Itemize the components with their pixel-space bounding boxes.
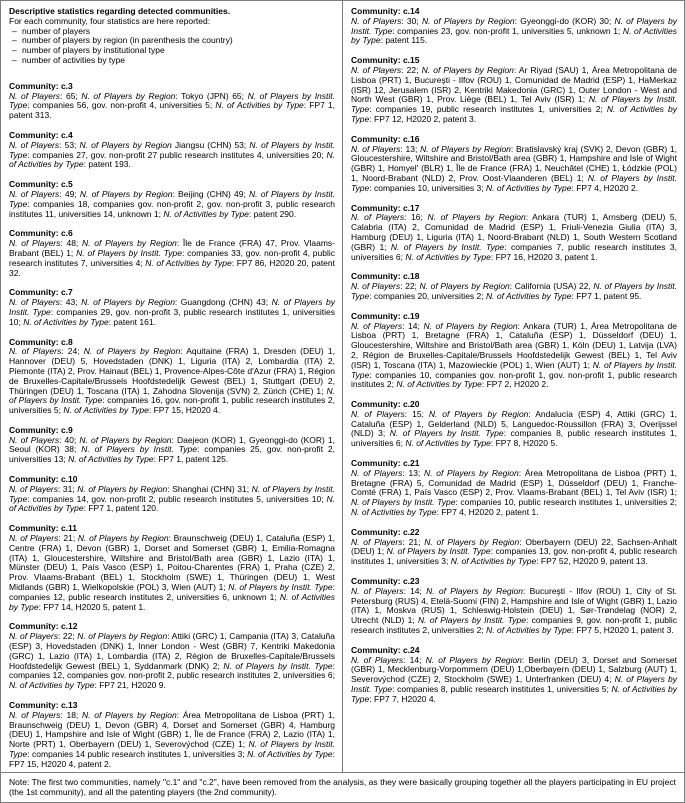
community-block — [9, 229, 335, 278]
stat-value: : companies 10, public research institutes 1, universities 2; — [455, 497, 677, 508]
community-body — [351, 322, 677, 391]
dash-icon: – — [12, 35, 17, 46]
community-heading: Community: c.22 — [351, 526, 420, 537]
communities-right — [351, 7, 677, 705]
stat-label: N. of Activities by Type — [145, 257, 232, 268]
stat-value: : companies 9, gov. non-profit 1, public research institutes 2, universities 2; — [351, 615, 677, 636]
stat-value: Jiangsu (CHN) 53; — [171, 139, 250, 150]
stat-label: N. of Players by Region — [79, 188, 173, 199]
stat-label: N. of Activities by Type — [485, 290, 572, 301]
stat-value: : companies 23, gov. non-profit 1, universities 5, unknown 1; — [392, 25, 623, 36]
stat-value: : FP7 1, patent 313. — [9, 100, 336, 121]
stat-label: N. of Players — [351, 536, 403, 547]
stat-label: N. of Players — [9, 139, 60, 150]
stat-label: N. of Players — [9, 90, 61, 101]
stat-label: N. of Players — [9, 297, 60, 308]
stat-value: : 53; — [59, 139, 80, 150]
stat-value: : companies 8, public research institutes 1, universities 6; — [351, 428, 678, 449]
stat-label: N. of Players by Region — [426, 585, 523, 596]
stat-value: : patent 290. — [248, 208, 297, 219]
right-column — [343, 1, 684, 772]
stat-value: : FP7 15, H2020 4, patent 2. — [9, 749, 335, 769]
stat-value: : companies 27, gov. non-profit 27 public research institutes 4, universities 20; — [27, 149, 327, 160]
stat-value: : FP7 4, H2020 2, patent 1. — [436, 507, 539, 518]
community-body — [351, 469, 677, 518]
stat-value: : FP7 86, H2020 20, patent 32. — [9, 257, 335, 278]
stat-label: N. of Players by Region — [81, 297, 175, 308]
stat-value: : FP7 4, H2020 2. — [571, 182, 639, 193]
community-body — [351, 66, 677, 125]
community-block — [351, 7, 677, 46]
stat-value: : 16; — [404, 212, 428, 223]
stat-value: : Beijing (CHN) 49; — [172, 188, 250, 199]
community-block — [351, 577, 677, 636]
community-heading: Community: c.9 — [9, 424, 73, 435]
stat-label: N. of Players by Region — [421, 64, 514, 75]
stat-label: N. of Activities by Type — [9, 680, 95, 691]
stat-label: N. of Players — [351, 320, 403, 331]
bullet-item — [9, 56, 335, 66]
community-block — [351, 528, 677, 567]
community-body — [9, 298, 335, 327]
stat-value: : Bucureşti - Ilfov (ROU) 1, City of St. Petersburg (RUS) 4, Etelä-Suomi (FIN) 2, Hampshire and Isle of Wight (GBR) 1, Lazio (ITA) 1, Moskva (RUS) 1, Schleswig-Holstein (DEU) 1, Sør-Trøndelag (NOR) 2, Utrecht (NLD) 1; — [351, 585, 677, 626]
stat-value: : FP7 15, H2020 4. — [148, 405, 221, 416]
stat-label: N. of Players by Region — [83, 346, 181, 357]
stat-label: N. of Players by Instit. Type — [351, 172, 677, 193]
stat-label: N. of Players — [9, 434, 60, 445]
stat-label: N. of Players by Instit. Type — [351, 497, 456, 508]
stat-value: : Aquitaine (FRA) 1, Dresden (DEU) 1, Hannover (DEU) 5, Hovedstaden (DNK) 1, Liguria (ITA) 2, Lombardia (ITA) 2, Piemonte (ITA) 2, Prov. Hainaut (BEL) 1, Provence-Alpes-Côte d'Azur (FRA) 1, Région de Bruxelles-Capitale/Brussels Hoofdstedelijk Gewest (BEL) 1, Stuttgart (DEU) 2, Thüringen (DEU) 1, Toscana (ITA) 1, Zahodna Slovenija (SVN) 2, Zürich (CHE) 1; — [9, 346, 335, 396]
stat-label: N. of Players by Instit. Type — [389, 428, 504, 439]
stat-label: N. of Players — [351, 585, 404, 596]
stat-label: N. of Activities by Type — [405, 251, 491, 262]
stat-value: : 18; — [60, 709, 83, 720]
stat-label: N. of Players by Region — [424, 467, 519, 478]
stat-label: N. of Players by Instit. Type — [351, 674, 677, 695]
community-heading: Community: c.12 — [9, 621, 78, 632]
stat-label: N. of Players by Region — [81, 90, 176, 101]
stat-label: N. of Players by Region — [420, 143, 511, 154]
stat-label: N. of Players — [351, 281, 401, 292]
community-heading: Community: c.23 — [351, 576, 420, 587]
community-body — [9, 534, 335, 612]
community-block — [351, 312, 677, 390]
stat-value: : 13; — [402, 467, 425, 478]
stat-value: : patent 193. — [83, 159, 131, 170]
stat-value: : companies 12, companies gov. non-profit 2, public research institutes 2, universities 6; — [9, 660, 335, 681]
dash-icon: – — [12, 54, 17, 65]
table-caption — [9, 7, 335, 66]
stat-label: N. of Players by Instit. Type — [390, 241, 505, 252]
stat-value: : Ankara (TUR) 1, Área Metropolitana de Lisboa (PRT) 1, Bretagne (FRA) 1, Cataluña (ESP) 1, Düsseldorf (DEU) 1, Gloucestershire, Wiltshire and Bristol/Bath area (GBR) 1, Köln (DEU) 1, Latvija (LVA) 2, Région de Bruxelles-Capitale/Brussels Hoofdstedelijk Gewest (BEL) 1, Tel Aviv (ISR) 1, Toscana (ITA) 1, Mazowieckie (POL) 1, Wien (AUT) 1; — [351, 320, 678, 370]
stat-label: N. of Activities by Type — [68, 454, 154, 465]
stat-value: : FP7 8, H2020 5. — [490, 438, 558, 449]
stat-value: : 14; — [402, 320, 424, 331]
stat-value: : 22; — [58, 631, 78, 642]
stat-label: N. of Activities by Type — [405, 438, 491, 449]
community-body — [351, 213, 677, 262]
stat-value: : 43; — [59, 297, 82, 308]
stat-value: : FP7 52, H2020 9, patent 13. — [536, 556, 648, 567]
stat-value: : companies 10, companies gov. non-profit 1, gov. non-profit 1, public research institutes 2; — [351, 369, 677, 390]
stat-label: N. of Activities by Type — [485, 182, 572, 193]
stat-label: N. of Players — [9, 483, 59, 494]
community-block — [9, 82, 335, 121]
community-heading: Community: c.13 — [9, 700, 78, 711]
community-body — [9, 485, 335, 514]
community-heading: Community: c.19 — [351, 310, 420, 321]
stat-value: : companies 56, gov. non-profit 4, universities 5; — [27, 100, 216, 111]
stat-value: : FP7 1, patent 95. — [571, 290, 642, 301]
community-block — [9, 288, 335, 327]
stat-label: N. of Players — [9, 709, 61, 720]
stat-label: N. of Players by Instit. Type — [9, 90, 336, 111]
stat-value: : FP7 1, patent 120. — [83, 503, 159, 514]
stat-value: : Berlin (DEU) 3, Dorset and Somerset (GBR) 1, Mecklenburg-Vorpommern (DEU) 1,Oberbayern (DEU) 1, Salzburg (AUT) 1, Severovýchod (CZE) 2, Stockholm (SWE) 1, Unterfranken (DEU) 4; — [351, 654, 678, 685]
community-heading: Community: c.4 — [9, 129, 73, 140]
stat-value: : 13; — [400, 143, 421, 154]
stat-label: N. of Players — [9, 631, 58, 642]
stat-value: : Área Metropolitana de Lisboa (PRT) 1, Bretagne (FRA) 5, Comunidad de Madrid (ESP) 1, Düsseldorf (DEU) 1, Franche-Comté (FRA) 1, País Vasco (ESP) 2, Prov. Vlaams-Brabant (BEL) 1, Tel Aviv (ISR) 1; — [351, 467, 677, 498]
stat-value: : FP7 2, H2020 2. — [481, 379, 549, 390]
community-heading: Community: c.14 — [351, 6, 420, 16]
stat-label: N. of Players by Instit. Type — [223, 660, 333, 671]
table-title: Descriptive statistics regarding detected communities. — [9, 6, 231, 16]
community-body — [351, 587, 677, 636]
stat-value: : 21; — [58, 533, 78, 544]
community-body — [351, 17, 677, 46]
community-heading: Community: c.24 — [351, 644, 420, 655]
community-body — [9, 141, 335, 170]
stat-value: : FP7 16, H2020 3, patent 1. — [490, 251, 598, 262]
community-block — [9, 622, 335, 691]
stat-value: : 30; — [401, 15, 422, 26]
stat-value: : companies 7, public research institutes 3, universities 6; — [351, 241, 677, 262]
stat-value: : 65; — [60, 90, 82, 101]
community-block — [9, 131, 335, 170]
bullet-text: number of players by institutional type — [22, 45, 165, 56]
community-body — [9, 239, 335, 278]
stat-label: N. of Players by Region — [77, 483, 168, 494]
community-block — [9, 338, 335, 416]
stat-value: : companies 12, public research institutes 2, universities 6, unknown 1; — [9, 582, 336, 602]
stat-label: N. of Players by Region — [82, 709, 177, 720]
stat-label: N. of Players by Instit. Type — [351, 359, 677, 380]
caption-intro: For each community, four statistics are here reported: — [9, 15, 211, 26]
stat-label: N. of Players — [9, 346, 62, 357]
bullet-text: number of players by region (in parenthesis the country) — [22, 35, 233, 46]
community-heading: Community: c.7 — [9, 287, 73, 298]
stat-value: : patent 115. — [380, 35, 428, 46]
community-block — [9, 524, 335, 612]
stat-value: : 48; — [60, 238, 83, 249]
caption-bullet-list — [9, 27, 335, 66]
stat-value: : Daejeon (KOR) 1, Gyeonggi-do (KOR) 1, Seoul (KOR) 38; — [9, 434, 336, 455]
stat-value: : companies 18, companies gov. non-profit 2, gov. non-profit 3, public research institutes 11, universities 14, unknown 1; — [9, 198, 335, 219]
community-block — [351, 204, 677, 263]
stat-label: N. of Activities by Type — [351, 25, 677, 46]
stat-value: : Île de France (FRA) 47, Prov. Vlaams-Brabant (BEL) 1; — [9, 238, 336, 258]
community-heading: Community: c.8 — [9, 336, 73, 347]
stat-value: : Tokyo (JPN) 65; — [175, 90, 248, 101]
stat-value: : Andalucía (ESP) 4, Attiki (GRC) 1, Cataluña (ESP) 1, Gelderland (NLD) 5, Languedoc-Roussillon (FRA) 3, Overijssel (NLD) 3; — [351, 408, 678, 439]
stat-label: N. of Activities by Type — [215, 100, 304, 111]
stat-label: N. of Players — [351, 15, 402, 26]
stat-label: N. of Players by Region — [427, 212, 526, 223]
stat-value: : Área Metropolitana de Lisboa (PRT) 1, Braunschweig (DEU) 1, Devon (GBR) 4, Dorset and Somerset (GBR) 4, Hamburg (DEU) 1, Hampshire and Isle of Wight (GBR) 1, Île de France (FRA) 2, Lazio (ITA) 1, Norte (PRT) 1, Oberbayern (DEU) 1, Severovýchod (CZE) 1; — [9, 709, 335, 750]
stat-value: : companies 19, public research institutes 1, universities 2; — [369, 104, 607, 115]
community-block — [351, 459, 677, 518]
community-block — [9, 180, 335, 219]
stat-label: N. of Activities by Type — [351, 104, 677, 124]
stat-label: N. of Players by Instit. Type — [9, 139, 335, 160]
dash-icon: – — [12, 45, 17, 56]
stat-label: N. of Players — [351, 212, 405, 223]
community-heading: Community: c.18 — [351, 271, 420, 282]
stat-value: : 22; — [401, 64, 422, 75]
stat-value: : companies 16, gov. non-profit 1, public research institutes 2, universities 5; — [9, 395, 335, 416]
stat-label: N. of Activities by Type — [9, 149, 335, 170]
stat-label: N. of Players by Instit. Type — [228, 582, 333, 593]
stat-value: : companies 29, gov. non-profit 3, public research institutes 1, universities 10; — [9, 306, 335, 327]
stat-value: : Ankara (TUR) 1, Arnsberg (DEU) 5, Calabria (ITA) 2, Comunidad de Madrid (ESP) 1, Friuli-Venezia Giulia (ITA) 3, Hamburg (DEU) 1, Liguria (ITA) 1, Noord-Brabant (NLD) 1, South Western Scotland (GBR) 1; — [351, 212, 678, 252]
community-block — [9, 701, 335, 770]
stat-label: N. of Players — [351, 143, 401, 154]
community-body — [9, 632, 335, 691]
community-heading: Community: c.11 — [9, 523, 78, 534]
community-body — [351, 145, 677, 194]
stat-label: N. of Activities by Type — [9, 591, 335, 612]
stat-label: N. of Players by Instit. Type — [9, 188, 335, 209]
stat-label: N. of Players by Instit. Type — [9, 739, 335, 759]
stat-label: N. of Players by Region — [419, 281, 510, 292]
stat-label: N. of Activities by Type — [23, 316, 109, 327]
stat-label: N. of Players — [351, 654, 404, 665]
community-heading: Community: c.20 — [351, 399, 420, 410]
stat-label: N. of Players by Region — [424, 536, 520, 547]
stat-label: N. of Activities by Type — [450, 556, 537, 567]
stat-label: N. of Activities by Type — [9, 493, 335, 514]
community-body — [9, 436, 335, 465]
stat-label: N. of Players by Region — [79, 434, 172, 445]
stat-value: : Attiki (GRC) 1, Campania (ITA) 3, Cataluña (ESP) 3, Hovedstaden (DNK) 1, Inner London - West (GBR) 7, Kentriki Makedonia (GRC) 1, Lazio (ITA) 1, Lombardia (ITA) 2, Région de Bruxelles-Capitale/Brussels Hoofdstedelijk Gewest (BEL) 1, Syddanmark (DNK) 2; — [9, 631, 336, 671]
stat-value: : Oberbayern (DEU) 22, Sachsen-Anhalt (DEU) 1; — [351, 536, 677, 557]
stat-value: : companies 20, universities 2; — [369, 290, 486, 301]
community-heading: Community: c.6 — [9, 228, 73, 239]
stat-value: : Guangdong (CHN) 43; — [174, 297, 272, 308]
stat-value: : Ar Riyad (SAU) 1, Área Metropolitana de Lisboa (PRT) 1, Bucureşti - Ilfov (ROU) 1, Comunidad de Madrid (ESP) 1, HaMerkaz (ISR) 12, Jerusalem (ISR) 2, Kentriki Makedonia (GRC) 1, Outer London - West and North West (GBR) 1, Prov. Liège (BEL) 1, Tel Aviv (ISR) 1; — [351, 64, 678, 105]
stat-value: : companies 14, gov. non-profit 2, public research institutes 5, universities 10; — [27, 493, 327, 504]
community-body — [9, 711, 335, 770]
note-text: Note: The first two communities, namely "c.1" and "c.2", have been removed from the analysis, as they were basically grouping together all the players participating in EU project (the 1st community), and all the patenting players (the 2nd community). — [9, 777, 676, 798]
community-heading: Community: c.3 — [9, 80, 73, 91]
stat-label: N. of Players by Instit. Type — [9, 385, 335, 406]
stat-label: N. of Players by Instit. Type — [351, 281, 678, 301]
stat-label: N. of Players by Region — [428, 408, 529, 419]
stat-label: N. of Activities by Type — [396, 379, 482, 390]
stat-value: : Shanghai (CHN) 31; — [167, 483, 252, 494]
stat-label: N. of Activities by Type — [351, 507, 437, 518]
stat-value: : companies 14 public research institutes 1, universities 3; — [27, 749, 248, 759]
left-column — [1, 1, 343, 772]
community-block — [351, 646, 677, 705]
stat-label: N. of Players by Region — [77, 533, 169, 544]
stat-value: : FP7 1, patent 125. — [153, 454, 229, 465]
community-heading: Community: c.15 — [351, 55, 420, 66]
stat-label: N. of Players — [9, 188, 60, 199]
community-body — [9, 92, 335, 121]
community-body — [351, 656, 677, 705]
stat-value: : 14; — [403, 585, 427, 596]
community-body — [351, 538, 677, 567]
stat-label: N. of Players — [351, 64, 402, 75]
stat-label: N. of Players by Instit. Type — [418, 615, 527, 626]
stat-value: : California (USA) 22, — [509, 281, 594, 292]
communities-left — [9, 82, 335, 770]
stat-value: : FP7 21, H2020 9. — [94, 680, 166, 691]
community-block — [351, 135, 677, 194]
stat-value: : 14; — [403, 654, 426, 665]
stat-label: N. of Players by Instit. Type — [351, 15, 677, 36]
stat-value: : companies 8, public research institutes 1, universities 5; — [392, 684, 612, 695]
stat-value: : companies 10, universities 3; — [369, 182, 486, 193]
stat-value: : FP7 12, H2020 2, patent 3. — [369, 113, 477, 124]
bullet-text: number of activities by type — [22, 54, 125, 65]
community-heading: Community: c.10 — [9, 474, 78, 485]
community-block — [9, 475, 335, 514]
stat-value: : 49; — [59, 188, 80, 199]
community-block — [9, 426, 335, 465]
bullet-text: number of players — [22, 25, 91, 36]
community-body — [351, 410, 677, 449]
community-heading: Community: c.21 — [351, 458, 420, 469]
stat-value: : 15; — [404, 408, 429, 419]
stat-value: : FP7 5, H2020 1, patent 3. — [571, 625, 674, 636]
stat-value: : 24; — [61, 346, 84, 357]
stat-value: : Gyeonggi-do (KOR) 30; — [514, 15, 615, 26]
stat-label: N. of Activities by Type — [486, 625, 572, 636]
stat-label: N. of Players — [9, 238, 61, 249]
stat-label: N. of Players by Instit. Type — [9, 297, 335, 317]
stat-value: : companies 33, gov. non-profit 4, public research institutes 7, universities 4; — [9, 247, 335, 268]
stat-label: N. of Activities by Type — [63, 405, 149, 416]
community-body — [351, 282, 677, 302]
stat-label: N. of Players by Region — [77, 631, 168, 642]
stat-value: : FP7 7, H2020 4. — [369, 693, 436, 704]
table-note — [1, 772, 684, 802]
stat-label: N. of Activities by Type — [163, 208, 249, 219]
stat-label: N. of Players by Region — [79, 139, 172, 150]
stat-label: N. of Players by Instit. Type — [76, 247, 182, 258]
stat-label: N. of Players by Region — [82, 238, 177, 249]
stat-label: N. of Players by Instit. Type — [386, 546, 491, 557]
stat-value: : 21; — [402, 536, 425, 547]
stat-label: N. of Players — [351, 408, 405, 419]
stat-value: : 22; — [400, 281, 420, 292]
stat-label: N. of Players by Region — [425, 654, 522, 665]
stat-value: : FP7 14, H2020 5, patent 1. — [38, 601, 146, 612]
stat-label: N. of Players by Region — [421, 15, 515, 26]
community-heading: Community: c.16 — [351, 133, 420, 144]
community-body — [9, 190, 335, 219]
stat-label: N. of Players by Region — [423, 320, 518, 331]
stat-label: N. of Activities by Type — [351, 684, 677, 704]
stat-value: : companies 13, gov. non-profit 4, public research institutes 1, universities 3; — [351, 546, 677, 567]
community-body — [9, 347, 335, 416]
stat-label: N. of Players — [9, 533, 59, 544]
community-block — [351, 272, 677, 301]
stat-value: : 31; — [58, 483, 78, 494]
stat-label: N. of Activities by Type — [247, 749, 333, 759]
stat-value: : companies 25, gov. non-profit 2, universities 13; — [9, 444, 336, 465]
stat-value: : 40; — [59, 434, 80, 445]
community-block — [351, 56, 677, 125]
community-heading: Community: c.17 — [351, 202, 420, 213]
stat-label: N. of Players by Instit. Type — [9, 483, 336, 504]
stat-value: : Braunschweig (DEU) 1, Cataluña (ESP) 1, Centre (FRA) 1, Devon (GBR) 1, Dorset and Somerset (GBR) 1, Emilia-Romagna (ITA) 1, Gloucestershire, Wiltshire and Bristol/Bath area (GBR) 1, Lazio (ITA) 1, Münster (DEU) 1, País Vasco (ESP) 1, Poitou-Charentes (FRA) 1, Praha (CZE) 2, Prov. Vlaams-Brabant (BEL) 1, Stockholm (SWE) 1, Thüringen (DEU) 1, West Midlands (GBR) 1, Wielkopolskie (POL) 3, Wien (AUT) 1; — [9, 533, 336, 593]
table-body — [1, 1, 684, 772]
stat-value: : patent 161. — [108, 316, 156, 327]
community-heading: Community: c.5 — [9, 179, 73, 190]
dash-icon: – — [12, 25, 17, 36]
stat-value: : Bratislavský kraj (SVK) 2, Devon (GBR) 1, Gloucestershire, Wiltshire and Bristol/Bath area (GBR) 1, Hampshire and Isle of Wight (GBR) 1, Homyel' (BLR) 1, Île de France (FRA) 1, Neuchâtel (CHE) 1, Łódzkie (POL) 1, Noord-Brabant (NLD) 2, Prov. Oost-Vlaanderen (BEL) 1; — [351, 143, 677, 183]
stat-label: N. of Players by Instit. Type — [351, 94, 677, 115]
community-block — [351, 400, 677, 449]
stat-label: N. of Players — [351, 467, 403, 478]
stat-label: N. of Players by Instit. Type — [81, 444, 197, 455]
